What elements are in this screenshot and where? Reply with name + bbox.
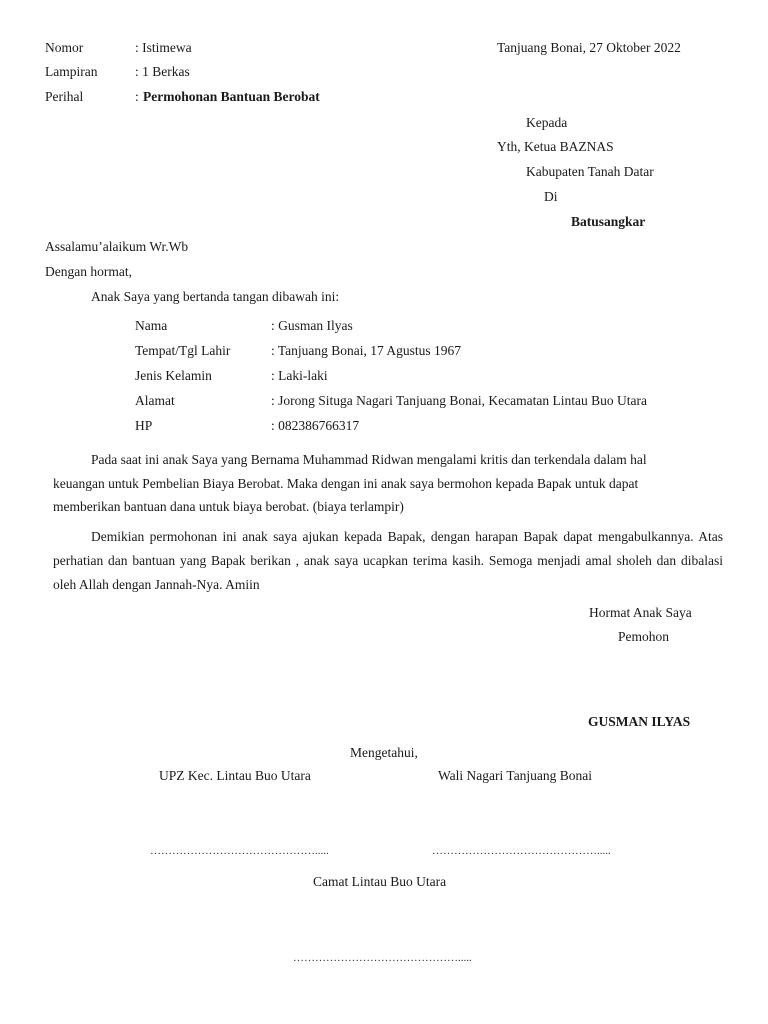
detail-value: : Jorong Situga Nagari Tanjuang Bonai, Kecamatan Lintau Buo Utara	[271, 393, 647, 408]
wali-nagari-label: Wali Nagari Tanjuang Bonai	[438, 768, 593, 783]
signature-line-left: ……………………………………….....	[150, 845, 329, 857]
closing-hormat: Hormat Anak Saya	[589, 605, 692, 620]
detail-value: : Tanjuang Bonai, 17 Agustus 1967	[271, 343, 462, 358]
recipient-kabupaten: Kabupaten Tanah Datar	[526, 164, 654, 179]
signer-name: GUSMAN ILYAS	[588, 714, 691, 729]
signature-line-camat: ……………………………………….....	[293, 952, 472, 964]
lampiran-label: Lampiran	[45, 64, 98, 79]
detail-label: Nama	[135, 318, 168, 333]
detail-label: Alamat	[135, 393, 175, 408]
signature-line-right: ……………………………………….....	[432, 845, 611, 857]
intro: Anak Saya yang bertanda tangan dibawah ini:	[91, 289, 340, 304]
paragraph-1-line-3: memberikan bantuan dana untuk biaya berobat. (biaya terlampir)	[53, 499, 404, 514]
camat-label: Camat Lintau Buo Utara	[313, 874, 447, 889]
perihal-colon: :	[135, 89, 139, 104]
recipient-kepada: Kepada	[526, 115, 568, 130]
opening: Dengan hormat,	[45, 264, 132, 279]
nomor-label: Nomor	[45, 40, 84, 55]
greeting: Assalamu’alaikum Wr.Wb	[45, 239, 189, 254]
place-date: Tanjuang Bonai, 27 Oktober 2022	[497, 40, 681, 55]
nomor-value: : Istimewa	[135, 40, 192, 55]
paragraph-2: Demikian permohonan ini anak saya ajukan kepada Bapak, dengan harapan Bapak dapat mengabulkannya. Atas perhatian dan bantuan yang Bapak berikan , anak saya ucapkan terima kasih. Semoga menjadi amal sholeh dan dibalasi oleh Allah dengan Jannah-Nya. Amiin	[53, 529, 723, 592]
perihal-value: Permohonan Bantuan Berobat	[143, 89, 320, 104]
detail-label: Jenis Kelamin	[135, 368, 212, 383]
detail-label: Tempat/Tgl Lahir	[135, 343, 231, 358]
recipient-di: Di	[544, 189, 558, 204]
perihal-label: Perihal	[45, 89, 84, 104]
detail-value: : Laki-laki	[271, 368, 328, 383]
paragraph-1-line-2: keuangan untuk Pembelian Biaya Berobat. Maka dengan ini anak saya bermohon kepada Bapak untuk dapat	[53, 476, 639, 491]
detail-label: HP	[135, 418, 153, 433]
detail-value: : 082386766317	[271, 418, 360, 433]
closing-pemohon: Pemohon	[618, 629, 670, 644]
paragraph-1-line-1: Pada saat ini anak Saya yang Bernama Muhammad Ridwan mengalami kritis dan terkendala dalam hal	[91, 452, 647, 467]
recipient-yth: Yth, Ketua BAZNAS	[497, 139, 614, 154]
lampiran-value: : 1 Berkas	[135, 64, 190, 79]
recipient-city: Batusangkar	[571, 214, 646, 229]
detail-value: : Gusman Ilyas	[271, 318, 353, 333]
mengetahui: Mengetahui,	[350, 745, 418, 760]
upz-label: UPZ Kec. Lintau Buo Utara	[159, 768, 311, 783]
